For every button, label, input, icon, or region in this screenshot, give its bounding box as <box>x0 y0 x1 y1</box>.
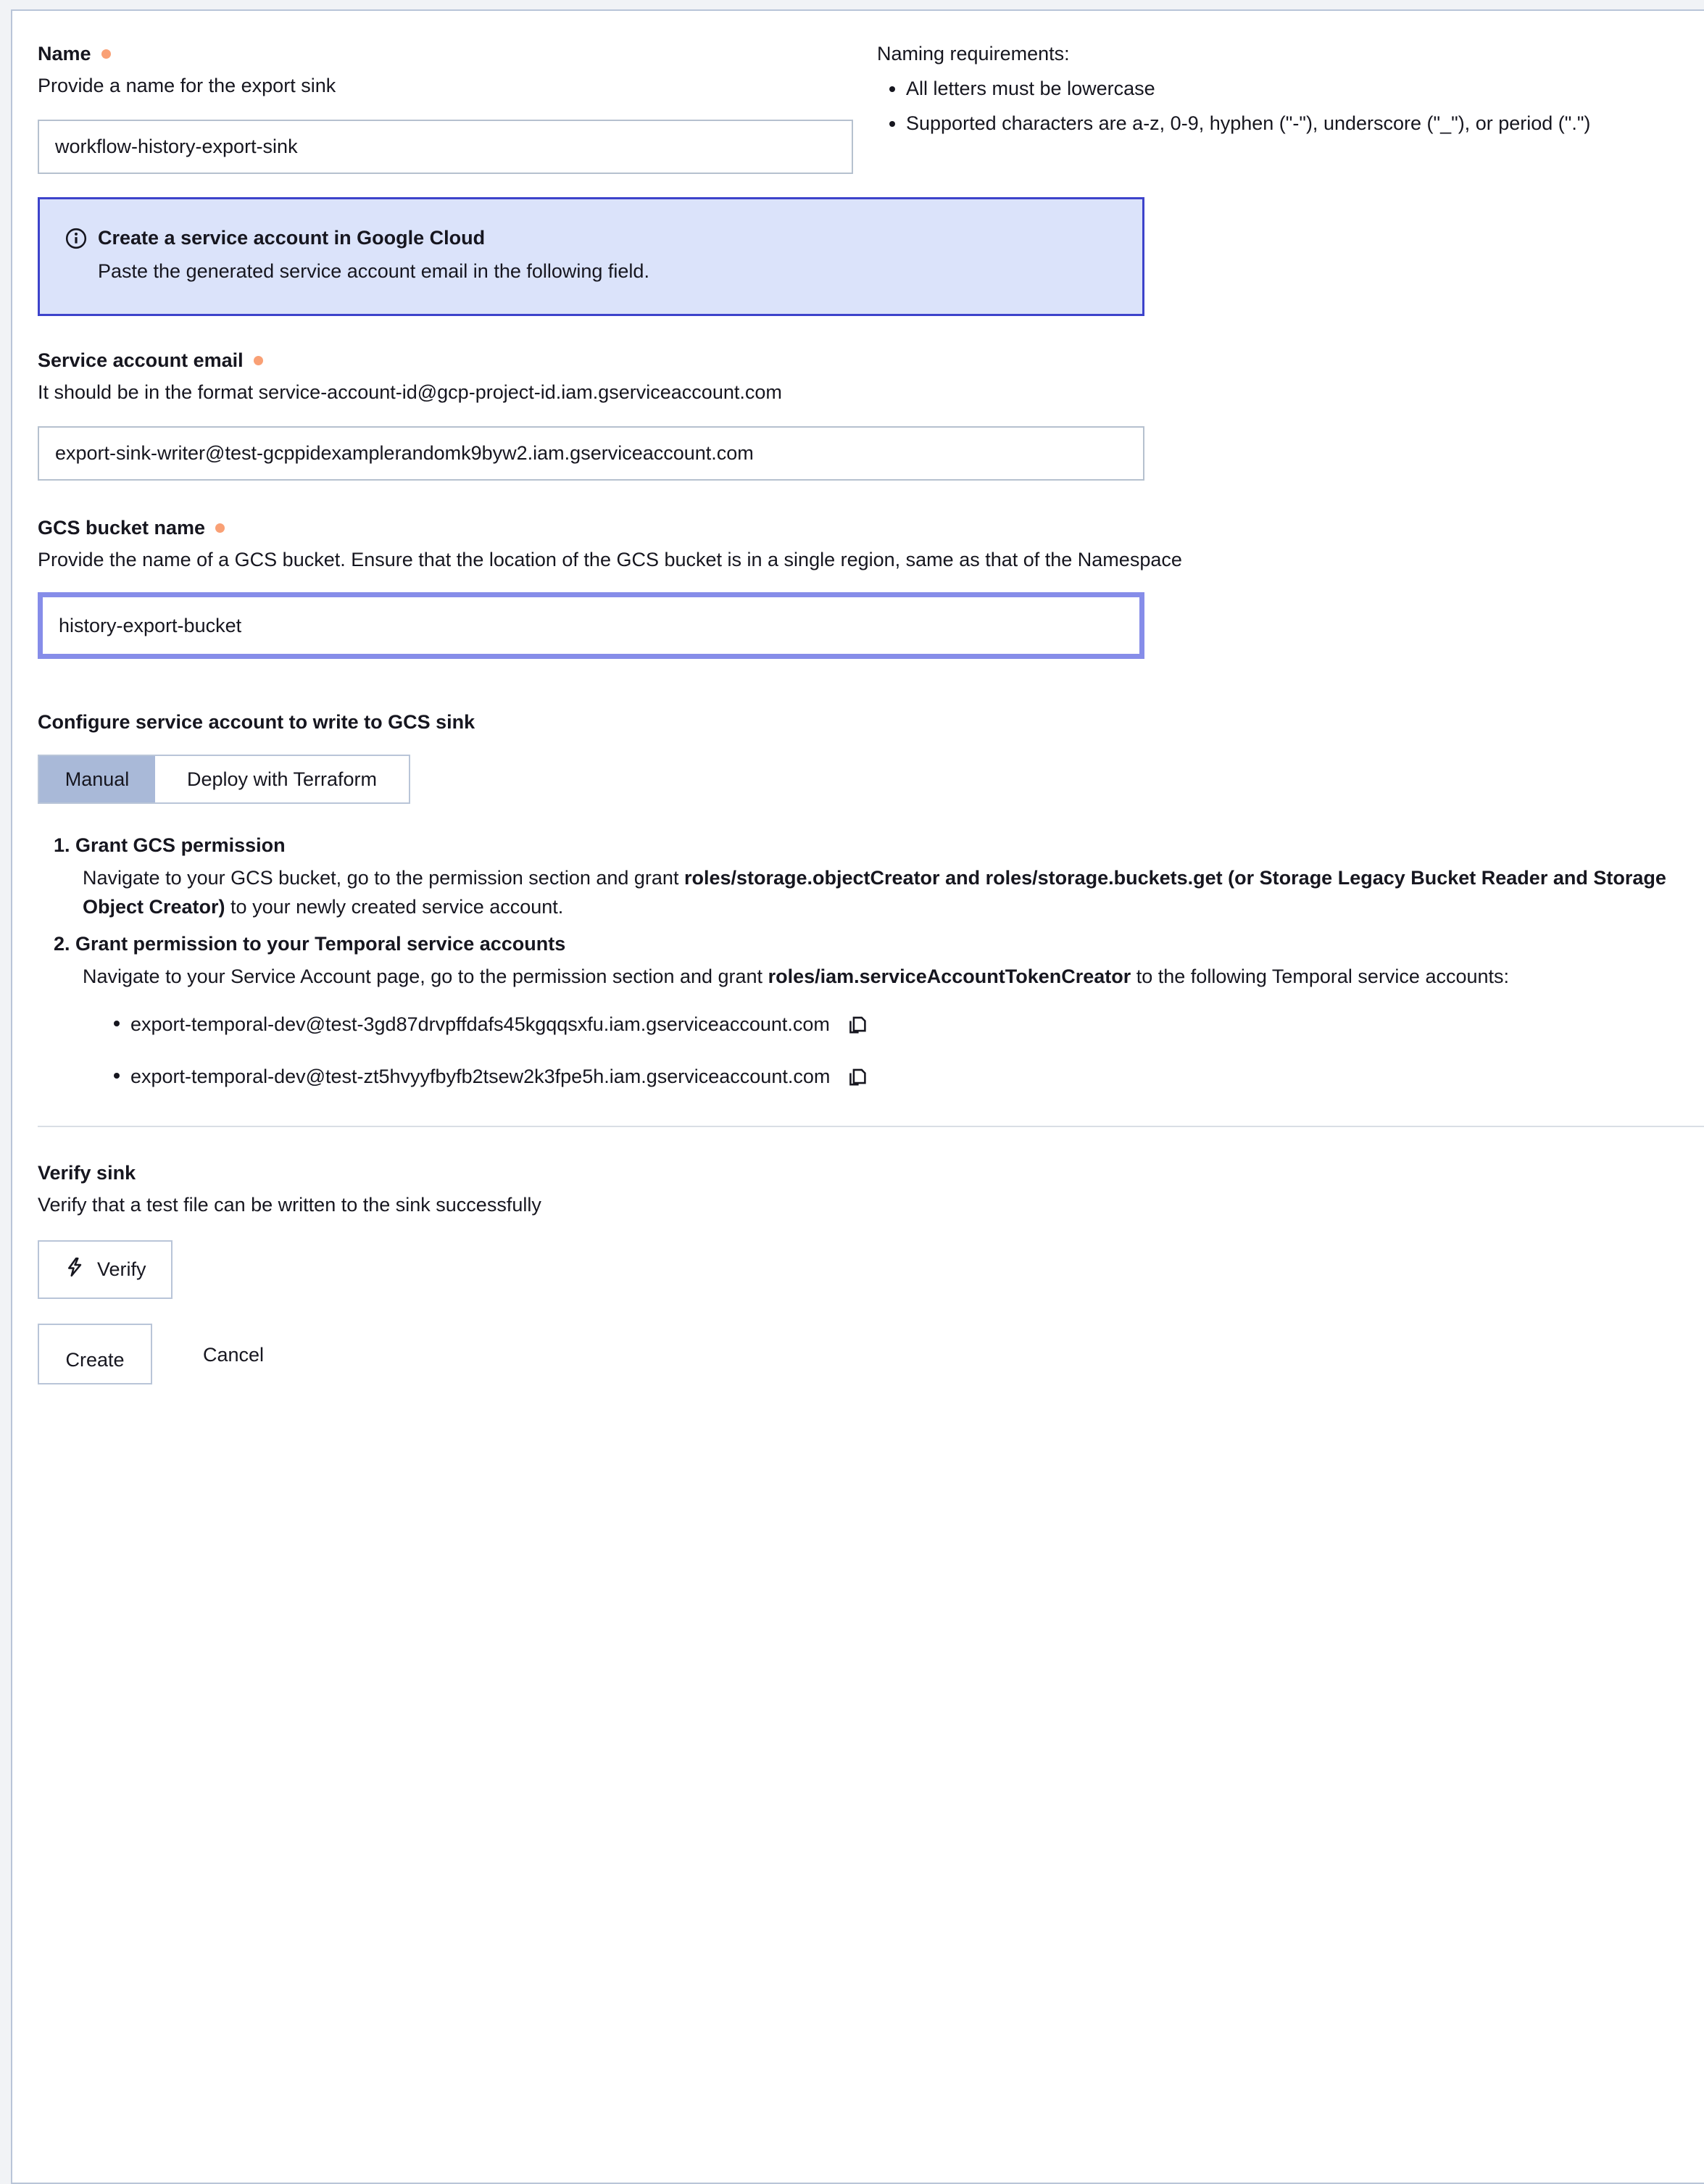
bucket-label-row <box>38 515 1672 540</box>
name-label-row <box>38 41 853 66</box>
service-account-email-input[interactable] <box>38 426 1144 481</box>
temporal-service-account-item <box>130 1008 1672 1039</box>
step-number: 2. <box>54 933 70 955</box>
service-account-info-banner <box>38 197 1144 316</box>
step-body-text: Navigate to your GCS bucket, go to the permission section and grant <box>83 867 684 889</box>
step-body-text: to the following Temporal service accounts: <box>1131 966 1510 987</box>
copy-icon[interactable] <box>846 1063 869 1089</box>
verify-sink-title: Verify sink <box>38 1161 136 1184</box>
required-dot <box>254 356 263 365</box>
tab-deploy-with-terraform[interactable]: Deploy with Terraform <box>155 756 409 802</box>
name-label: Name <box>38 43 91 65</box>
temporal-service-accounts-list <box>38 1008 1672 1091</box>
required-dot <box>101 49 111 59</box>
bucket-description: Provide the name of a GCS bucket. Ensure that the location of the GCS bucket is in a single region, same as that of the Namespace <box>38 549 1182 570</box>
naming-requirements-list <box>877 76 1672 136</box>
copy-icon[interactable] <box>846 1011 869 1037</box>
gcs-bucket-name-input[interactable] <box>38 592 1144 659</box>
bucket-field-group <box>38 515 1672 659</box>
naming-requirement-item: • All letters must be lowercase <box>906 76 1672 101</box>
step-title-text: Grant GCS permission <box>75 834 286 856</box>
name-field-group <box>38 41 853 174</box>
configure-tab-group <box>38 755 410 804</box>
temporal-service-account-email: export-temporal-dev@test-zt5hvyyfbyfb2tsew2k3fpe5h.iam.gserviceaccount.com <box>130 1065 831 1087</box>
step-body-text: to your newly created service account. <box>225 896 564 918</box>
tab-manual[interactable]: Manual <box>39 756 155 802</box>
service-account-field-group <box>38 348 1672 481</box>
naming-requirements <box>877 41 1672 174</box>
step-title-text: Grant permission to your Temporal service accounts <box>75 933 566 955</box>
step-title <box>54 931 1672 956</box>
step-number: 1. <box>54 834 70 856</box>
service-account-description: It should be in the format service-account-id@gcp-project-id.iam.gserviceaccount.com <box>38 381 782 403</box>
step-body-bold: roles/storage.objectCreator and roles/storage.buckets.get (or Storage Legacy Bucket Reader and Storage Object Creator) <box>83 867 1666 918</box>
step-body <box>83 962 1672 991</box>
name-description: Provide a name for the export sink <box>38 75 336 96</box>
verify-button[interactable] <box>38 1240 173 1299</box>
step-grant-gcs-permission <box>38 833 1672 921</box>
lightning-bolt-icon <box>64 1256 86 1283</box>
step-grant-temporal-permission <box>38 931 1672 991</box>
form-footer <box>38 1324 1672 1384</box>
naming-requirements-title: Naming requirements: <box>877 43 1070 65</box>
info-banner-text <box>98 225 649 285</box>
verify-button-label: Verify <box>97 1258 146 1280</box>
required-dot <box>215 523 225 533</box>
info-icon <box>65 227 88 250</box>
service-account-label-row <box>38 348 1672 373</box>
step-title <box>54 833 1672 858</box>
naming-requirement-item: • Supported characters are a-z, 0-9, hyphen ("-"), underscore ("_"), or period (".") <box>906 111 1672 136</box>
export-sink-form-panel <box>11 9 1704 2184</box>
form-content <box>12 11 1672 1384</box>
info-banner-body: Paste the generated service account email in the following field. <box>98 260 649 282</box>
bucket-label: GCS bucket name <box>38 517 206 539</box>
configure-section-title: Configure service account to write to GCS sink <box>38 711 475 733</box>
top-row <box>38 41 1672 174</box>
step-body-bold: roles/iam.serviceAccountTokenCreator <box>768 966 1131 987</box>
step-body-text: Navigate to your Service Account page, go to the permission section and grant <box>83 966 768 987</box>
create-button[interactable]: Create <box>38 1324 152 1384</box>
temporal-service-account-email: export-temporal-dev@test-3gd87drvpffdafs45kgqqsxfu.iam.gserviceaccount.com <box>130 1013 830 1035</box>
service-account-label: Service account email <box>38 349 244 371</box>
sink-name-input[interactable] <box>38 120 853 174</box>
step-body <box>83 863 1672 921</box>
cancel-button[interactable]: Cancel <box>203 1324 264 1366</box>
section-divider <box>38 1126 1704 1127</box>
verify-sink-description: Verify that a test file can be written to the sink successfully <box>38 1193 541 1216</box>
info-banner-title: Create a service account in Google Cloud <box>98 227 486 249</box>
temporal-service-account-item <box>130 1060 1672 1091</box>
